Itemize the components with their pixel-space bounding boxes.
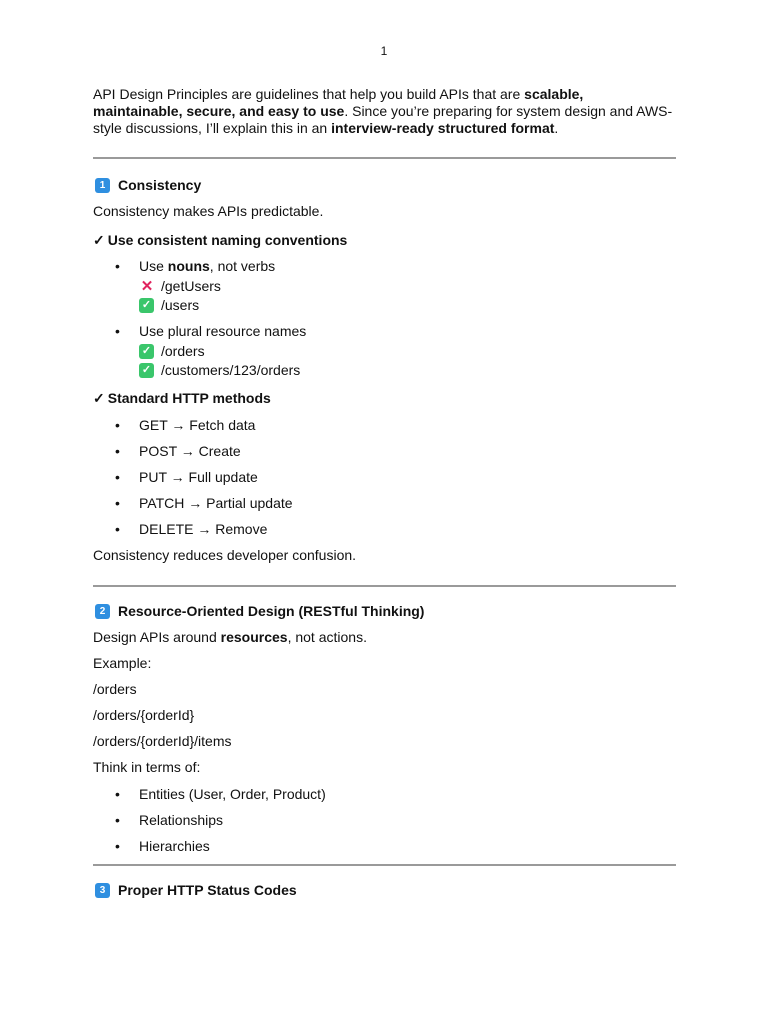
concepts-list: [93, 786, 676, 864]
section-1-heading: [93, 176, 676, 194]
good-example: ✓ /orders: [139, 342, 676, 361]
section-1-lead: Consistency makes APIs predictable.: [93, 203, 324, 219]
section-divider: [93, 157, 676, 159]
example-path: /orders: [93, 681, 137, 697]
section-1-title: Consistency: [118, 176, 202, 193]
section-2-lead: Design APIs around resources, not actions.: [93, 629, 367, 645]
list-item: • Hierarchies: [93, 838, 676, 864]
bad-example: ✕ /getUsers: [140, 278, 221, 295]
example-path: /orders/{orderId}: [93, 707, 195, 723]
check-box-icon: ✓: [139, 298, 154, 313]
naming-heading: ✓ Use consistent naming conventions: [93, 232, 348, 248]
list-item: • PUT → Full update: [93, 469, 676, 495]
good-example: ✓ /customers/123/orders: [139, 361, 676, 380]
check-box-icon: ✓: [139, 344, 154, 359]
example-label: Example:: [93, 655, 152, 671]
example-path: /orders/{orderId}/items: [93, 733, 232, 749]
section-divider: [93, 585, 676, 587]
section-3-title: Proper HTTP Status Codes: [118, 881, 297, 898]
naming-list: [93, 258, 676, 380]
section-1-closing: Consistency reduces developer confusion.: [93, 547, 357, 563]
intro-paragraph: API Design Principles are guidelines that help you build APIs that are scalable, maintainable, secure, and easy to use. Since you’re preparing for system design and AWS-style discussions, I’ll explain this in an interview-ready structured format.: [93, 86, 673, 136]
intro-bold-format: interview-ready structured format: [331, 120, 555, 136]
cross-mark-icon: ✕: [140, 278, 154, 295]
list-item: • Use nouns, not verbs ✕ /getUsers ✓ /users: [93, 258, 676, 315]
list-item: • GET → Fetch data: [93, 417, 676, 443]
number-1-icon: 1: [95, 178, 110, 193]
check-box-icon: ✓: [139, 363, 154, 378]
list-item: • Entities (User, Order, Product): [93, 786, 676, 812]
checkmark-icon: ✓: [93, 390, 105, 406]
list-item: • Use plural resource names ✓ /orders ✓ /customers/123/orders: [93, 323, 676, 380]
methods-list: [93, 417, 676, 547]
methods-heading: ✓ Standard HTTP methods: [93, 390, 271, 406]
intro-bold-qualities: scalable, maintainable, secure, and easy to use: [93, 86, 584, 119]
page-number: 1: [380, 44, 388, 58]
number-2-icon: 2: [95, 604, 110, 619]
section-3-heading: [93, 881, 676, 899]
section-2-heading: [93, 602, 676, 620]
good-example: ✓ /users: [139, 296, 676, 315]
list-item: • Relationships: [93, 812, 676, 838]
list-item: • PATCH → Partial update: [93, 495, 676, 521]
number-3-icon: 3: [95, 883, 110, 898]
list-item: • DELETE → Remove: [93, 521, 676, 547]
section-divider: [93, 864, 676, 866]
document-body: [93, 86, 676, 899]
list-item: • POST → Create: [93, 443, 676, 469]
section-2-title: Resource-Oriented Design (RESTful Thinking): [118, 602, 425, 619]
checkmark-icon: ✓: [93, 232, 105, 248]
think-label: Think in terms of:: [93, 759, 201, 775]
